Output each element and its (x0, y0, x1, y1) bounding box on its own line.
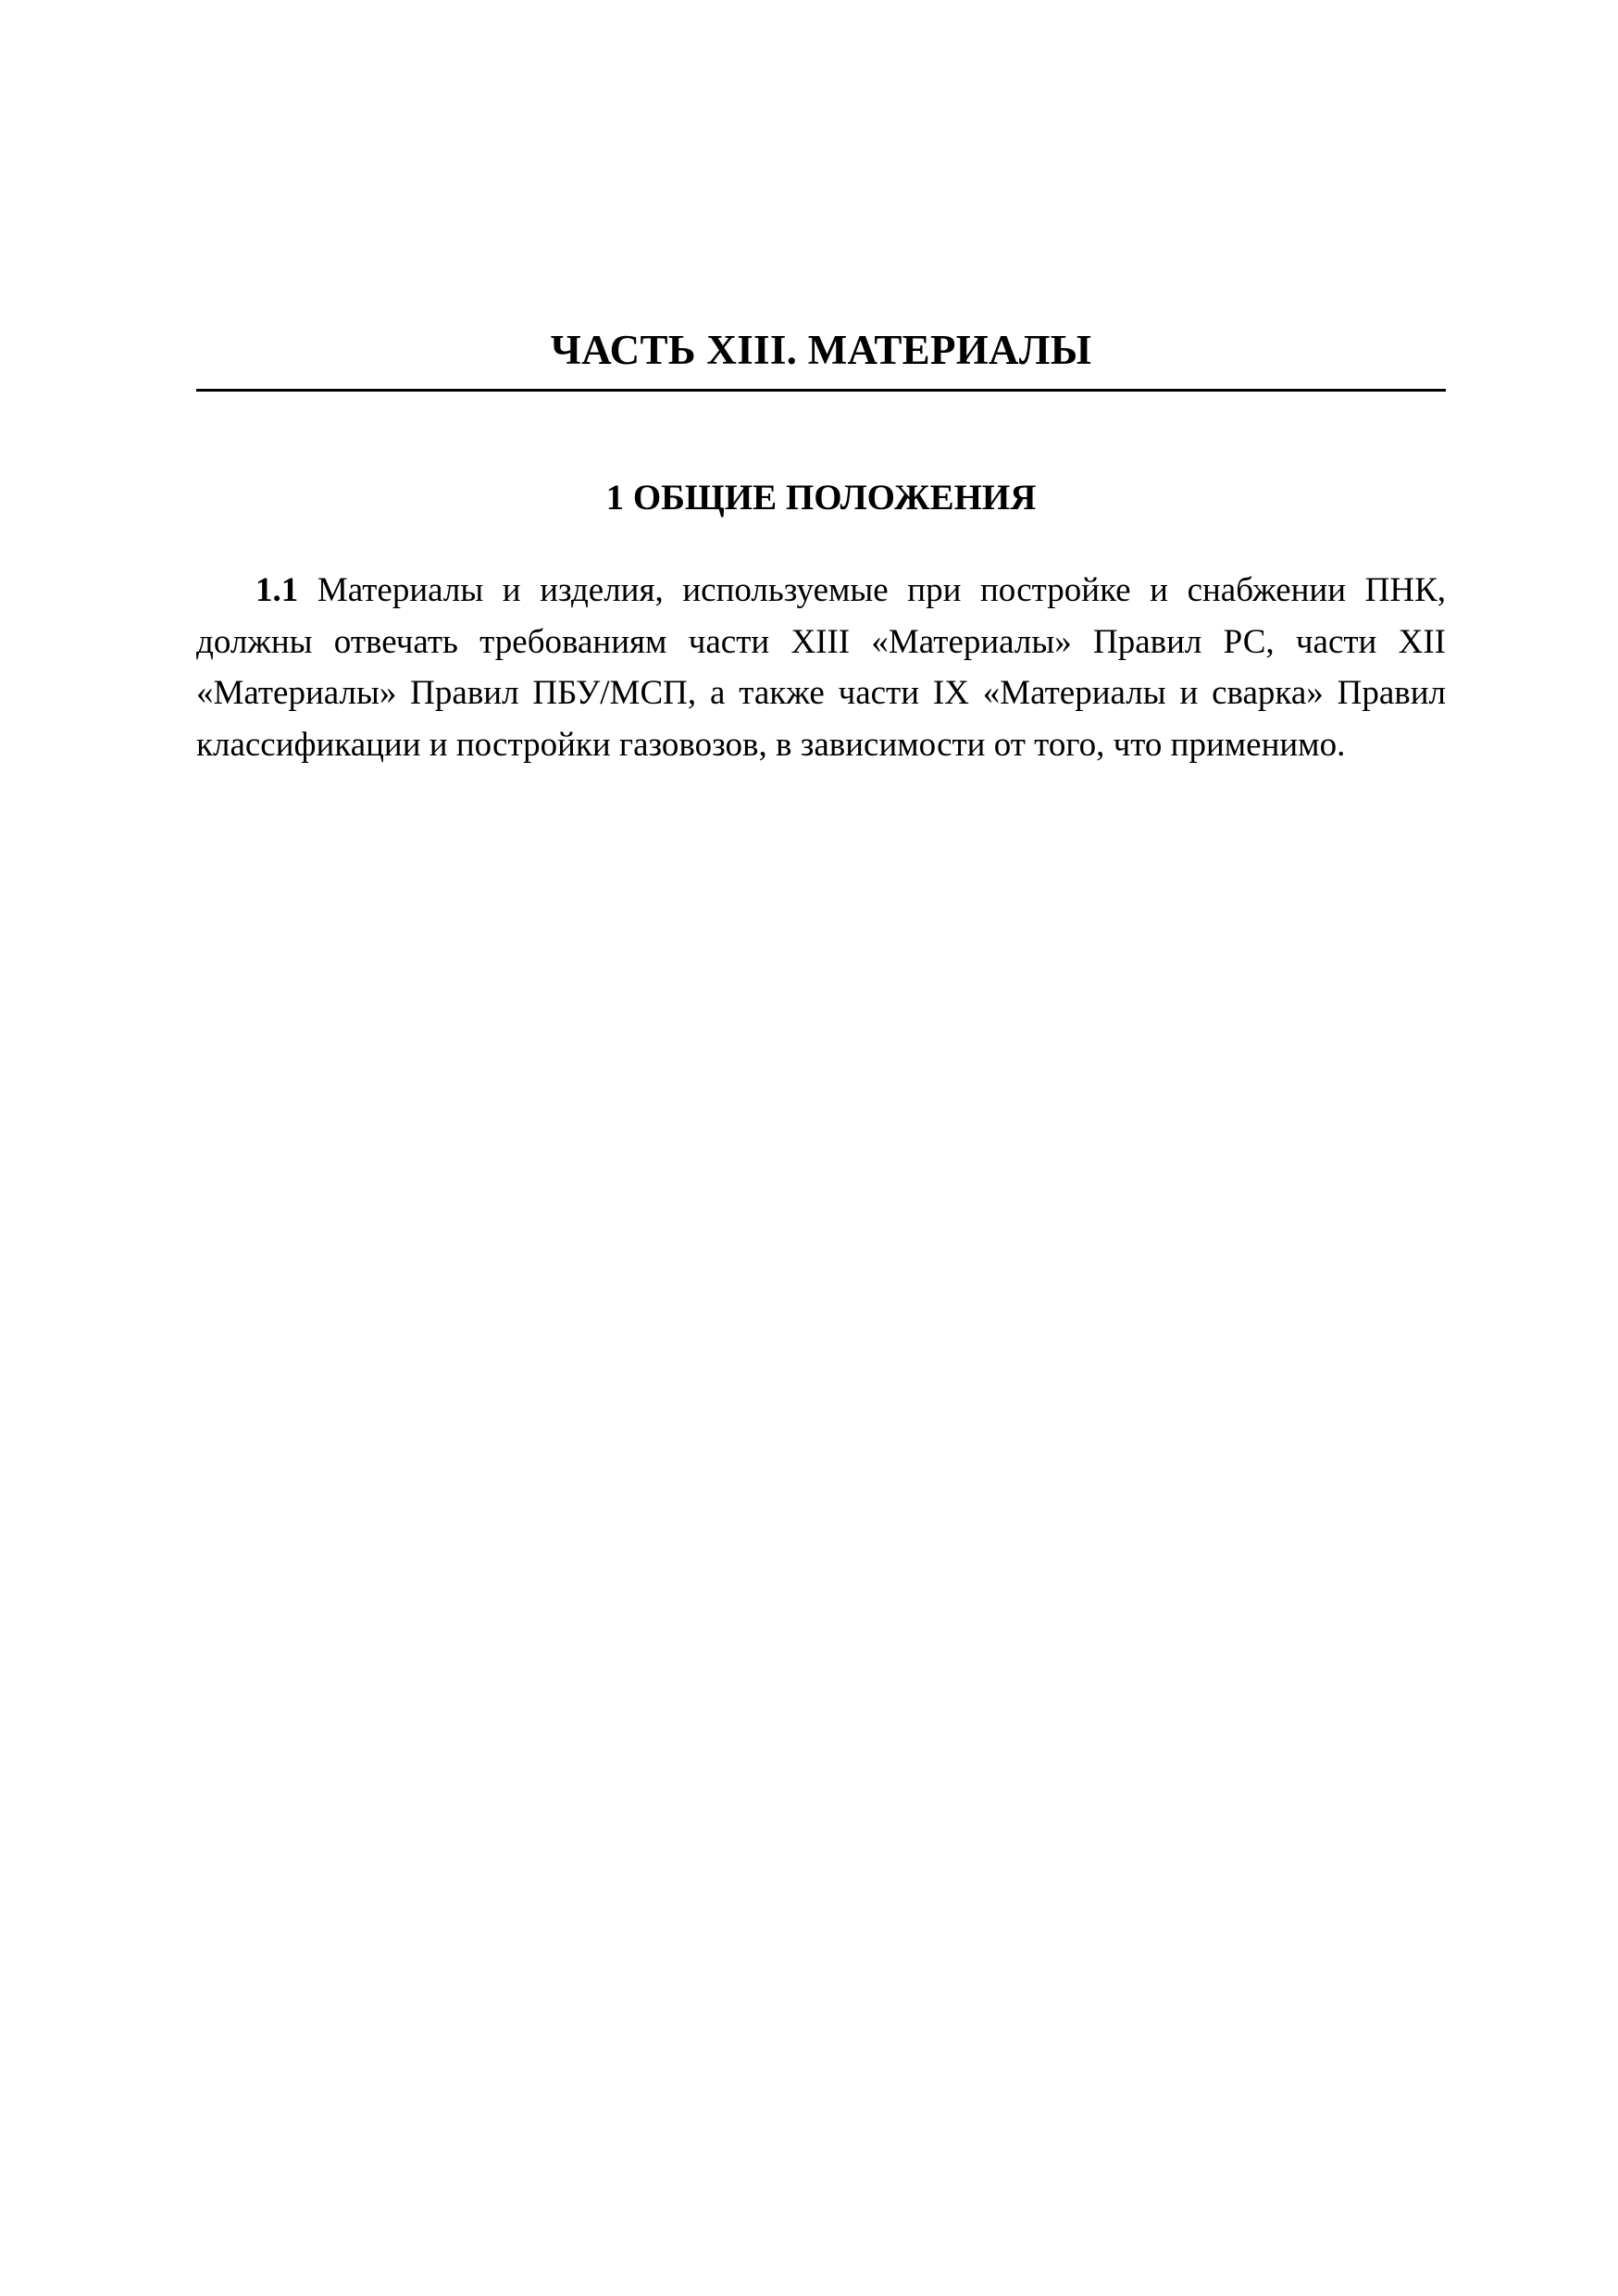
title-divider (196, 389, 1446, 392)
paragraph-1-1 (196, 565, 1446, 770)
section-heading: 1 ОБЩИЕ ПОЛОЖЕНИЯ (605, 478, 1037, 518)
paragraph-number: 1.1 (255, 571, 299, 609)
page-title: ЧАСТЬ XIII. МАТЕРИАЛЫ (550, 327, 1092, 373)
paragraph-text: Материалы и изделия, используемые при постройке и снабжении ПНК, должны отвечать требованиям части XIII «Материалы» Правил РС, части XII «Материалы» Правил ПБУ/МСП, а также части IX «Материалы и сварка» Правил классификации и постройки газовозов, в зависимости от того, что применимо. (196, 571, 1446, 764)
